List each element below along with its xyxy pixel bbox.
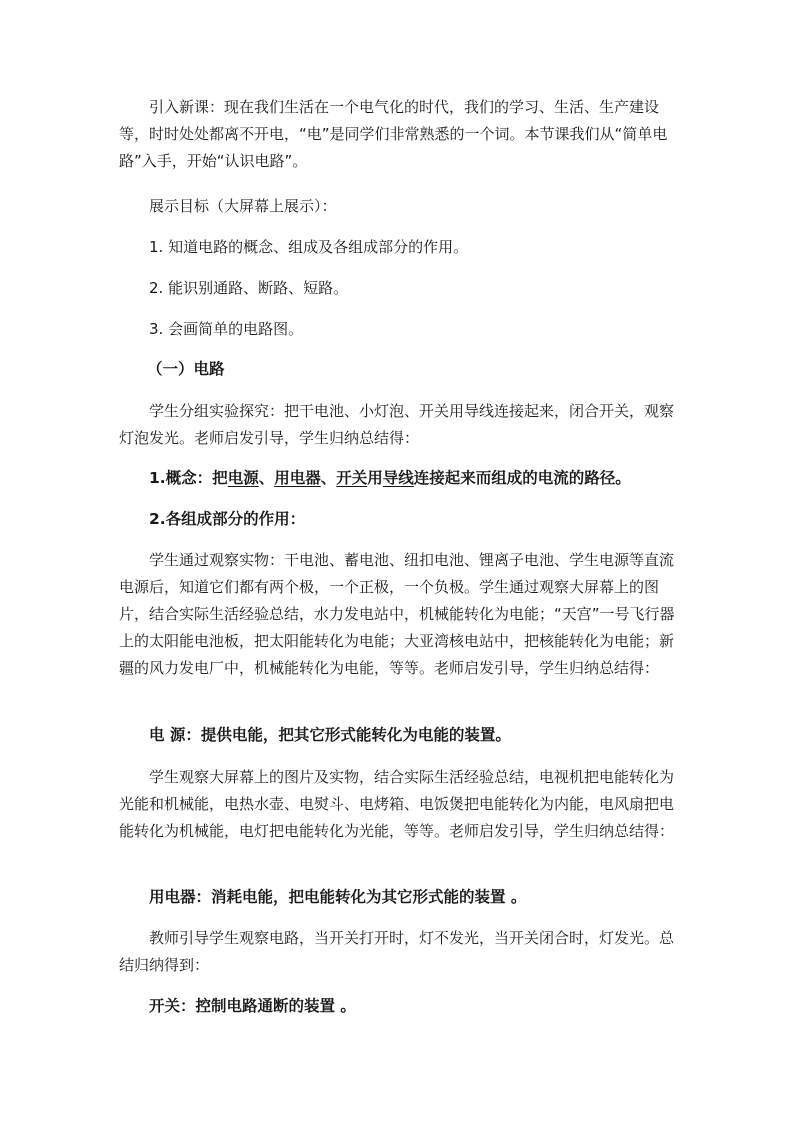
components-heading: 2.各组成部分的作用： bbox=[149, 510, 306, 528]
switch-definition: 开关：控制电路通断的装置 。 bbox=[149, 997, 356, 1015]
intro-paragraph: 引入新课：现在我们生活在一个电气化的时代，我们的学习、生活、生产建设等，时时处处都离不开电，“电”是同学们非常熟悉的一个词。本节课我们从“简单电路”入手，开始“认识电路”。 bbox=[119, 98, 668, 170]
concept-power-source: 电源 bbox=[227, 469, 259, 487]
experiment-paragraph: 学生分组实验探究：把干电池、小灯泡、开关用导线连接起来，闭合开关，观察灯泡发光。老师启发引导，学生归纳总结得： bbox=[119, 402, 675, 447]
concept-definition bbox=[119, 465, 675, 492]
appliance-observation: 学生观察大屏幕上的图片及实物，结合实际生活经验总结，电视机把电能转化为光能和机械能，电热水壶、电熨斗、电烤箱、电饭煲把电能转化为内能，电风扇把电能转化为机械能，电灯把电能转化为光能，等等。老师启发引导，学生归纳总结得： bbox=[119, 768, 675, 840]
goal-item-1: 1. 知道电路的概念、组成及各组成部分的作用。 bbox=[149, 238, 469, 256]
power-source-observation: 学生通过观察实物：干电池、蓄电池、纽扣电池、锂离子电池、学生电源等直流电源后，知道它们都有两个极，一个正极，一个负极。学生通过观察大屏幕上的图片，结合实际生活经验总结，水力发电站中，机械能转化为电能；“天宫”一号飞行器上的太阳能电池板，把太阳能转化为电能；大亚湾核电站中，把核能转化为电能；新疆的风力发电厂中，机械能转化为电能，等等。老师启发引导，学生归纳总结得： bbox=[119, 551, 675, 677]
concept-sep-2: 、 bbox=[320, 469, 337, 487]
goal-item-3: 3. 会画简单的电路图。 bbox=[149, 320, 304, 338]
concept-prefix: 1.概念：把 bbox=[149, 469, 228, 487]
section-title: （一）电路 bbox=[147, 360, 225, 378]
concept-switch: 开关 bbox=[336, 469, 368, 487]
goals-heading: 展示目标（大屏幕上展示）： bbox=[149, 197, 337, 215]
goal-item-2: 2. 能识别通路、断路、短路。 bbox=[149, 279, 349, 297]
concept-wire: 导线 bbox=[382, 469, 414, 487]
power-source-definition: 电 源：提供电能，把其它形式能转化为电能的装置。 bbox=[149, 726, 511, 744]
concept-mid: 用 bbox=[367, 469, 383, 487]
appliance-definition: 用电器：消耗电能，把电能转化为其它形式能的装置 。 bbox=[149, 888, 527, 906]
concept-appliance: 用电器 bbox=[274, 469, 321, 487]
concept-sep-1: 、 bbox=[258, 469, 275, 487]
concept-suffix: 连接起来而组成的电流的路径。 bbox=[413, 469, 631, 487]
switch-observation: 教师引导学生观察电路，当开关打开时，灯不发光，当开关闭合时，灯发光。总结归纳得到： bbox=[119, 929, 675, 974]
